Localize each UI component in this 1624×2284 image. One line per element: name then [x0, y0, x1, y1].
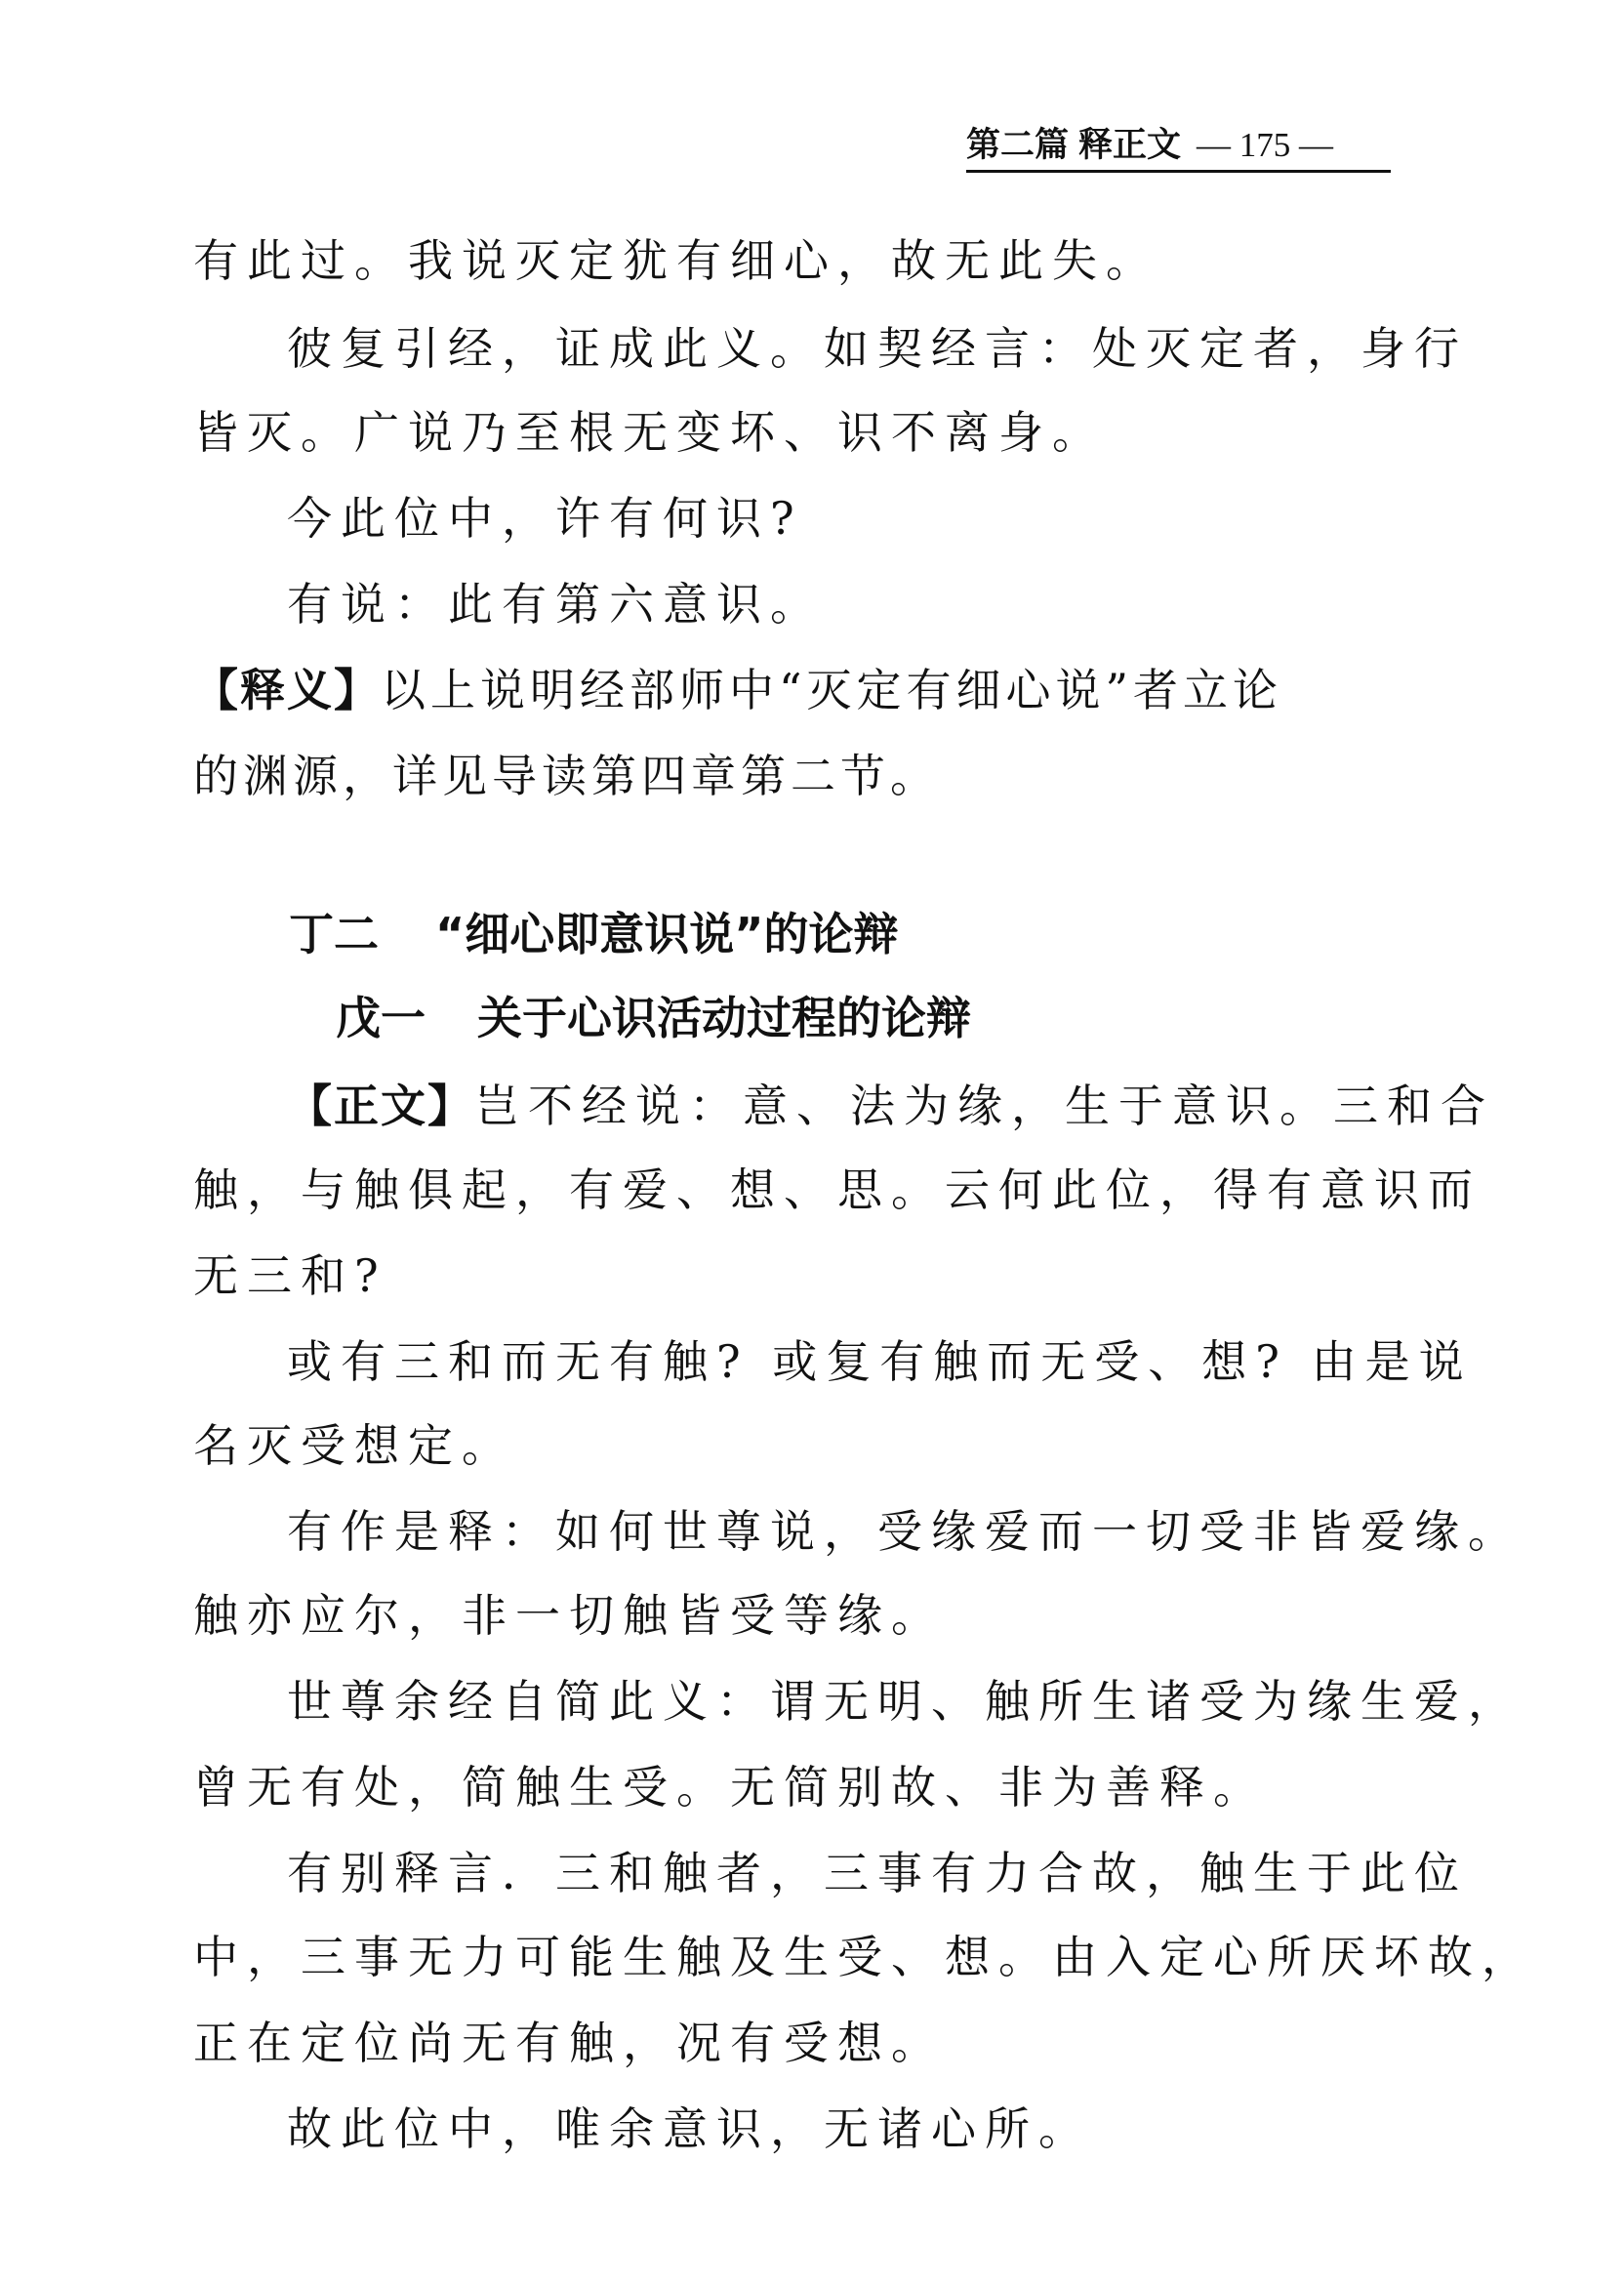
section-heading-1 — [289, 900, 898, 968]
text-line: 或有三和而无有触? 或复有触而无受、想? 由是说 — [287, 1335, 1473, 1388]
zhengwen-tag: 【正文】 — [287, 1080, 474, 1132]
running-header — [966, 121, 1391, 173]
text-line: 触亦应尔，非一切触皆受等缘。 — [193, 1589, 945, 1642]
text-line: 有此过。我说灭定犹有细心，故无此失。 — [193, 234, 1159, 287]
text-line: 中，三事无力可能生触及生受、想。由入定心所厌坏故， — [193, 1931, 1535, 1983]
text-line: 有别释言．三和触者，三事有力合故，触生于此位 — [287, 1847, 1468, 1899]
page-number: — 175 — — [1197, 126, 1334, 164]
header-chapter: 释正文 — [1078, 126, 1182, 165]
shiyi-line-2: 的渊源，详见导读第四章第二节。 — [193, 750, 940, 802]
text-line: 世尊余经自简此义：谓无明、触所生诸受为缘生爱， — [287, 1675, 1522, 1728]
header-section: 第二篇 — [966, 126, 1070, 165]
shiyi-tag: 【释义】 — [193, 664, 381, 716]
text-line: 有说：此有第六意识。 — [287, 578, 824, 631]
shiyi-paragraph — [193, 656, 1396, 724]
text-line: 触，与触俱起，有爱、想、思。云何此位，得有意识而 — [193, 1163, 1482, 1216]
text-line: 彼复引经，证成此义。如契经言：处灭定者，身行 — [287, 322, 1468, 375]
text-line: 正在定位尚无有触，况有受想。 — [193, 2017, 945, 2069]
text-line: 今此位中，许有何识? — [287, 492, 803, 545]
text-line: 皆灭。广说乃至根无变坏、识不离身。 — [193, 406, 1106, 459]
zhengwen-line-1: 岂不经说：意、法为缘，生于意识。三和合 — [474, 1080, 1494, 1132]
text-line: 曾无有处，简触生受。无简别故、非为善释。 — [193, 1761, 1267, 1814]
zhengwen-paragraph — [287, 1072, 1494, 1140]
text-line: 故此位中，唯余意识，无诸心所。 — [287, 2102, 1092, 2155]
text-line: 名灭受想定。 — [193, 1419, 515, 1472]
text-line: 有作是释：如何世尊说，受缘爱而一切受非皆爱缘。 — [287, 1505, 1522, 1558]
heading-label: 丁二 — [289, 908, 379, 960]
shiyi-line-1: 以上说明经部师中“灭定有细心说”者立论 — [381, 664, 1283, 716]
heading-title: 关于心识活动过程的论辩 — [477, 992, 971, 1044]
text-line: 无三和? — [193, 1249, 387, 1302]
heading-title: “细心即意识说”的论辩 — [435, 908, 899, 960]
heading-label: 戊一 — [336, 992, 426, 1044]
section-heading-2 — [336, 984, 971, 1052]
